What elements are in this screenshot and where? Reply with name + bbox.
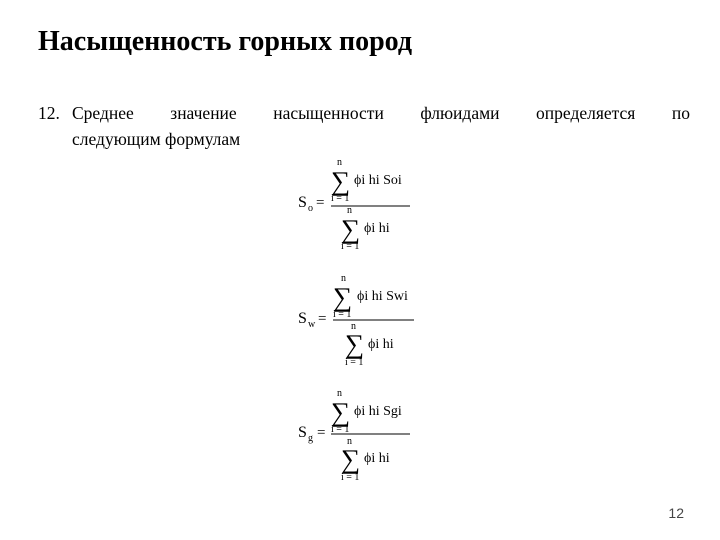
sum-upper-limit: n — [337, 388, 342, 399]
formula-lhs-symbol: S — [298, 194, 307, 211]
sum-lower-limit: i = 1 — [331, 424, 350, 435]
denominator-terms: ϕi hi — [368, 337, 394, 352]
sum-lower-limit: i = 1 — [345, 357, 364, 368]
sum-sign: ∑ — [341, 444, 361, 474]
sum-sign: ∑ — [331, 397, 351, 427]
sum-lower-limit: i = 1 — [333, 309, 352, 320]
formula-lhs-subscript: g — [308, 433, 313, 444]
slide-number: 12 — [668, 505, 684, 521]
formula-lhs-symbol: S — [298, 424, 307, 441]
sum-sign: ∑ — [331, 166, 351, 196]
sum-lower-limit: i = 1 — [341, 472, 360, 483]
sum-upper-limit: n — [347, 436, 352, 447]
denominator-terms: ϕi hi — [364, 221, 390, 236]
sum-lower-limit: i = 1 — [341, 241, 360, 252]
paragraph-word: значение — [170, 103, 237, 123]
paragraph-word: по — [671, 103, 690, 123]
formula-sw — [298, 273, 414, 368]
formula-lhs-subscript: w — [308, 319, 316, 330]
formula-sg — [298, 388, 410, 483]
sum-sign: ∑ — [333, 282, 353, 312]
paragraph-word: определяется — [536, 103, 636, 123]
sum-sign: ∑ — [341, 214, 361, 244]
slide-title: Насыщенность горных пород — [38, 26, 413, 57]
numerator-terms: ϕi hi Sgi — [354, 404, 402, 419]
sum-lower-limit: i = 1 — [331, 193, 350, 204]
sum-upper-limit: n — [347, 205, 352, 216]
formula-lhs-symbol: S — [298, 310, 307, 327]
sum-upper-limit: n — [351, 321, 356, 332]
sum-upper-limit: n — [341, 273, 346, 284]
numerator-terms: ϕi hi Soi — [354, 173, 402, 188]
formula-so — [298, 157, 410, 252]
paragraph-line-2: следующим формулам — [72, 129, 241, 149]
formula-equals: = — [317, 425, 326, 441]
formula-lhs-subscript: o — [308, 203, 313, 214]
formula-equals: = — [318, 311, 327, 327]
paragraph-word: насыщенности — [273, 103, 384, 123]
sum-sign: ∑ — [345, 329, 365, 359]
paragraph-word: флюидами — [420, 103, 500, 123]
sum-upper-limit: n — [337, 157, 342, 168]
denominator-terms: ϕi hi — [364, 451, 390, 466]
numerator-terms: ϕi hi Swi — [357, 289, 408, 304]
paragraph-word: Среднее — [72, 103, 134, 123]
formula-equals: = — [316, 195, 325, 211]
paragraph-number: 12. — [38, 103, 60, 123]
